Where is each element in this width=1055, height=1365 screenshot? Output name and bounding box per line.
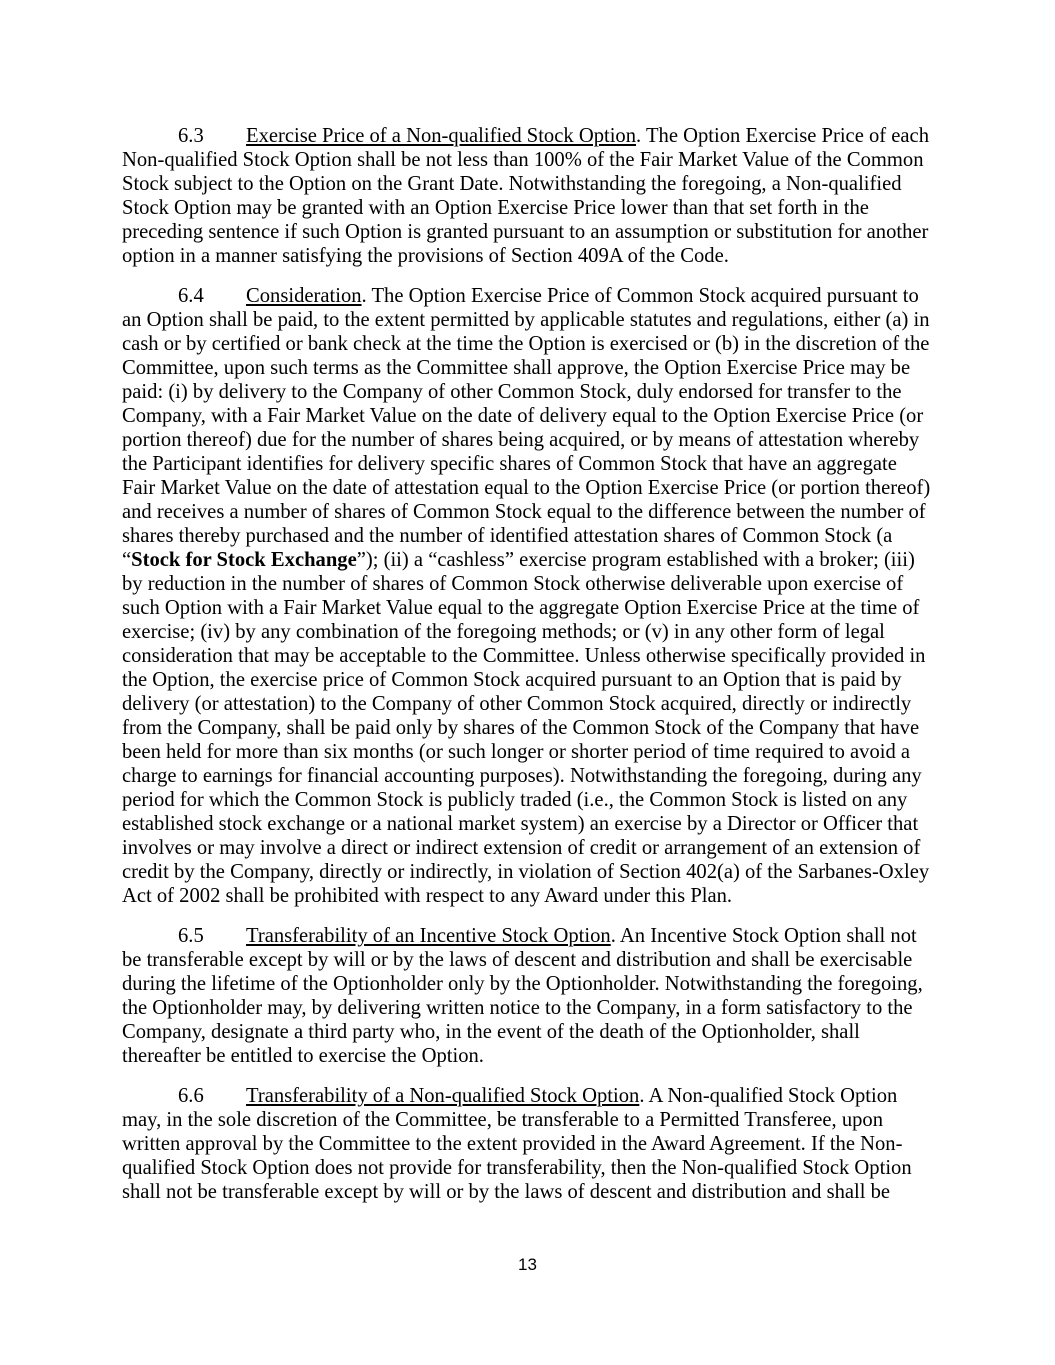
section-heading: Transferability of a Non-qualified Stock Option xyxy=(246,1085,640,1107)
paragraph xyxy=(122,124,932,268)
paragraph xyxy=(122,1084,932,1204)
paragraph xyxy=(122,924,932,1068)
paragraph-text: . The Option Exercise Price of each Non-qualified Stock Option shall be not less than 100% of the Fair Market Value of the Common Stock subject to the Option on the Grant Date. Notwithstanding the foregoing, a Non-qualified Stock Option may be granted with an Option Exercise Price lower than that set forth in the preceding sentence if such Option is granted pursuant to an assumption or substitution for another option in a manner satisfying the provisions of Section 409A of the Code. xyxy=(122,125,929,267)
paragraph xyxy=(122,284,932,908)
section-heading: Exercise Price of a Non-qualified Stock Option xyxy=(246,125,637,147)
paragraph-text: ”); (ii) a “cashless” exercise program established with a broker; (iii) by reduction in the number of shares of Common Stock otherwise deliverable upon exercise of such Option with a Fair Market Value equal to the aggregate Option Exercise Price at the time of exercise; (iv) by any combination of the foregoing methods; or (v) in any other form of legal consideration that may be acceptable to the Committee. Unless otherwise specifically provided in the Option, the exercise price of Common Stock acquired pursuant to an Option that is paid by delivery (or attestation) to the Company of other Common Stock acquired, directly or indirectly from the Company, shall be paid only by shares of the Common Stock of the Company that have been held for more than six months (or such longer or shorter period of time required to avoid a charge to earnings for financial accounting purposes). Notwithstanding the foregoing, during any period for which the Common Stock is publicly traded (i.e., the Common Stock is listed on any established stock exchange or a national market system) an exercise by a Director or Officer that involves or may involve a direct or indirect extension of credit or arrangement of an extension of credit by the Company, directly or indirectly, in violation of Section 402(a) of the Sarbanes-Oxley Act of 2002 shall be prohibited with respect to any Award under this Plan. xyxy=(122,549,930,907)
section-heading: Transferability of an Incentive Stock Option xyxy=(246,925,611,947)
paragraph-text: . An Incentive Stock Option shall not be transferable except by will or by the laws of descent and distribution and shall be exercisable during the lifetime of the Optionholder only by the Optionholder. Notwithstanding the foregoing, the Optionholder may, by delivering written notice to the Company, in a form satisfactory to the Company, designate a third party who, in the event of the death of the Optionholder, shall thereafter be entitled to exercise the Option. xyxy=(122,925,923,1067)
section-number: 6.4 xyxy=(178,285,204,307)
paragraph-text: . A Non-qualified Stock Option may, in the sole discretion of the Committee, be transferable to a Permitted Transferee, upon written approval by the Committee to the extent provided in the Award Agreement. If the Non-qualified Stock Option does not provide for transferability, then the Non-qualified Stock Option shall not be transferable except by will or by the laws of descent and distribution and shall be xyxy=(122,1085,912,1203)
section-number: 6.6 xyxy=(178,1085,204,1107)
document-body xyxy=(122,124,932,1204)
paragraph-text: . The Option Exercise Price of Common Stock acquired pursuant to an Option shall be paid, to the extent permitted by applicable statutes and regulations, either (a) in cash or by certified or bank check at the time the Option is exercised or (b) in the discretion of the Committee, upon such terms as the Committee shall approve, the Option Exercise Price may be paid: (i) by delivery to the Company of other Common Stock, duly endorsed for transfer to the Company, with a Fair Market Value on the date of delivery equal to the Option Exercise Price (or portion thereof) due for the number of shares being acquired, or by means of attestation whereby the Participant identifies for delivery specific shares of Common Stock that have an aggregate Fair Market Value on the date of attestation equal to the Option Exercise Price (or portion thereof) and receives a number of shares of Common Stock equal to the difference between the number of shares thereby purchased and the number of identified attestation shares of Common Stock (a “ xyxy=(122,285,931,571)
section-number: 6.3 xyxy=(178,125,204,147)
paragraph-text: Stock for Stock Exchange xyxy=(131,549,357,571)
section-number: 6.5 xyxy=(178,925,204,947)
section-heading: Consideration xyxy=(246,285,362,307)
page-number: 13 xyxy=(518,1255,537,1274)
